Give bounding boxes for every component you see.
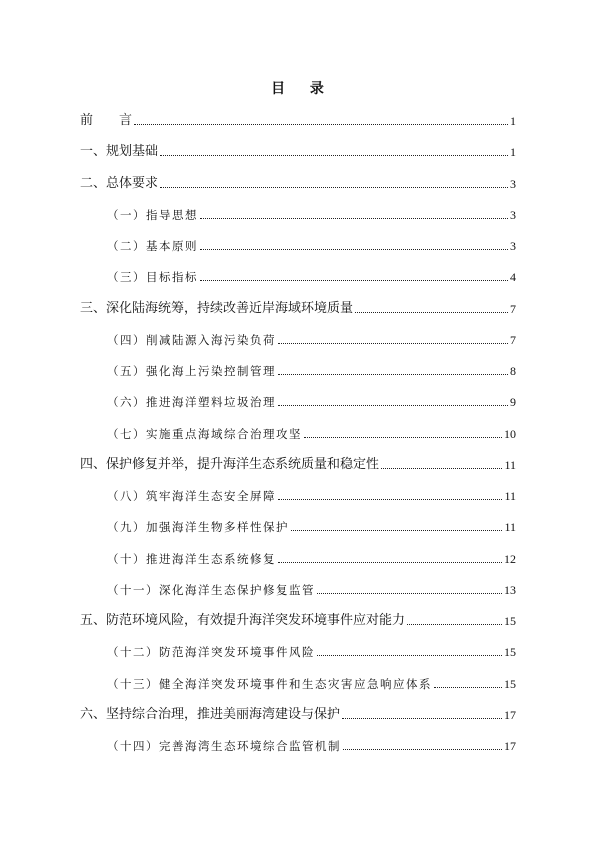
toc-section-entry[interactable]	[107, 518, 516, 536]
toc-page-number: 4	[510, 270, 516, 285]
dot-leader	[278, 343, 508, 344]
toc-entry-label: 三、深化陆海统筹，持续改善近岸海域环境质量	[80, 300, 354, 316]
toc-chapter-entry[interactable]	[80, 706, 516, 724]
toc-entry-label: （三）目标指标	[107, 270, 198, 285]
toc-section-entry[interactable]	[107, 425, 516, 443]
toc-section-entry[interactable]	[107, 737, 516, 755]
toc-page-number: 11	[504, 457, 516, 472]
toc-entry-label: （四）削减陆源入海污染负荷	[107, 332, 276, 347]
toc-page-number: 8	[510, 364, 516, 378]
toc-section-entry[interactable]	[107, 487, 516, 505]
toc-section-entry[interactable]	[107, 393, 516, 411]
toc-page-number: 12	[504, 551, 516, 566]
toc-page-number: 1	[510, 114, 516, 128]
toc-entry-label: 一、规划基础	[80, 144, 159, 160]
toc-section-entry[interactable]	[107, 581, 516, 599]
toc-section-entry[interactable]	[107, 675, 516, 693]
dot-leader	[134, 124, 508, 125]
toc-page-number: 17	[504, 707, 516, 722]
dot-leader	[381, 468, 502, 469]
toc-page-number: 13	[504, 582, 516, 597]
toc-entry-label: （十一）深化海洋生态保护修复监管	[107, 582, 315, 597]
toc-chapter-entry[interactable]	[80, 112, 516, 130]
toc-section-entry[interactable]	[107, 206, 516, 224]
toc-entry-label: （十三）健全海洋突发环境事件和生态灾害应急响应体系	[107, 676, 432, 691]
toc-page-number: 9	[510, 395, 516, 410]
dot-leader	[304, 437, 502, 438]
dot-leader	[278, 405, 508, 406]
toc-page-number: 7	[510, 332, 516, 347]
toc-entry-label: 五、防范环境风险，有效提升海洋突发环境事件应对能力	[80, 613, 406, 628]
toc-page-number: 7	[510, 301, 516, 316]
toc-entry-label: （五）强化海上污染控制管理	[107, 364, 276, 378]
dot-leader	[317, 593, 502, 594]
toc-page-number: 1	[510, 145, 516, 160]
toc-entry-label: 前 言	[80, 113, 133, 128]
toc-entry-label: （十二）防范海洋突发环境事件风险	[107, 645, 315, 660]
dot-leader	[407, 624, 502, 625]
dot-leader	[317, 655, 502, 656]
dot-leader	[200, 218, 508, 219]
toc-entry-label: （六）推进海洋塑料垃圾治理	[107, 395, 276, 410]
toc-entry-label: 六、坚持综合治理，推进美丽海湾建设与保护	[80, 706, 341, 722]
toc-section-entry[interactable]	[107, 268, 516, 286]
dot-leader	[342, 718, 502, 719]
dot-leader	[434, 687, 502, 688]
dot-leader	[355, 312, 508, 313]
dot-leader	[160, 155, 508, 156]
toc-section-entry[interactable]	[107, 237, 516, 255]
dot-leader	[200, 280, 508, 281]
toc-entry-label: 四、保护修复并举，提升海洋生态系统质量和稳定性	[80, 456, 380, 472]
dot-leader	[278, 374, 508, 375]
toc-section-entry[interactable]	[107, 362, 516, 380]
toc-page-number: 15	[504, 614, 516, 628]
toc-page-number: 15	[504, 676, 516, 691]
toc-entry-label: （二）基本原则	[107, 239, 198, 253]
toc-chapter-entry[interactable]	[80, 143, 516, 161]
toc-chapter-entry[interactable]	[80, 175, 516, 193]
toc-page-number: 3	[510, 239, 516, 253]
dot-leader	[278, 562, 502, 563]
toc-entry-label: （八）筑牢海洋生态安全屏障	[107, 489, 276, 503]
dot-leader	[278, 499, 502, 500]
toc-entry-label: （十四）完善海湾生态环境综合监管机制	[107, 739, 341, 753]
toc-page-number: 3	[510, 207, 516, 222]
toc-page-number: 15	[504, 645, 516, 660]
toc-entry-label: （九）加强海洋生物多样性保护	[107, 520, 289, 535]
toc-section-entry[interactable]	[107, 643, 516, 661]
dot-leader	[291, 530, 502, 531]
dot-leader	[343, 749, 502, 750]
toc-entry-label: （一）指导思想	[107, 207, 198, 222]
dot-leader	[200, 249, 508, 250]
toc-section-entry[interactable]	[107, 550, 516, 568]
toc-page-number: 11	[504, 520, 516, 535]
toc-entry-label: 二、总体要求	[80, 175, 159, 191]
toc-page-number: 17	[504, 739, 516, 753]
toc-page-number: 10	[504, 426, 516, 441]
toc-chapter-entry[interactable]	[80, 612, 516, 630]
dot-leader	[160, 187, 508, 188]
page-title: 目 录	[271, 81, 334, 97]
toc-entry-label: （十）推进海洋生态系统修复	[107, 551, 276, 566]
toc-chapter-entry[interactable]	[80, 456, 516, 474]
toc-entry-label: （七）实施重点海域综合治理攻坚	[107, 426, 302, 441]
toc-section-entry[interactable]	[107, 331, 516, 349]
toc-chapter-entry[interactable]	[80, 300, 516, 318]
toc-page-number: 3	[510, 176, 516, 191]
toc-page-number: 11	[504, 489, 516, 503]
